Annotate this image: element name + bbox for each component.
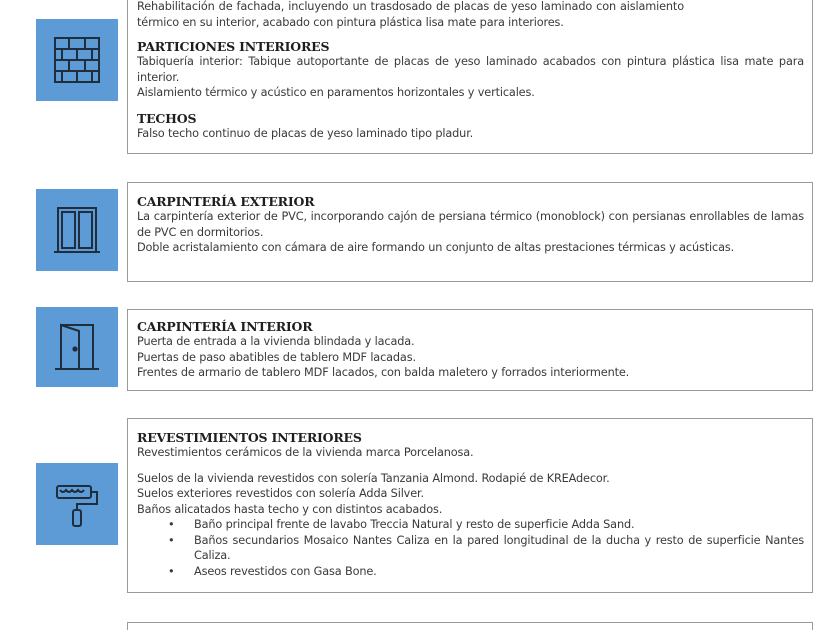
techos-text: Falso techo continuo de placas de yeso laminado tipo pladur. (137, 126, 474, 140)
fachada-text-line-2: térmico en su interior, acabado con pintura plástica lisa mate para interiores. (137, 15, 564, 29)
revestimientos-line-3: Baños alicatados hasta techo y con distintos acabados. (137, 502, 443, 516)
brick-wall-icon-box (36, 19, 118, 101)
carpinteria-interior-line-2: Puertas de paso abatibles de tablero MDF lacadas. (137, 350, 416, 364)
carpinteria-exterior-text-1: La carpintería exterior de PVC, incorporando cajón de persiana térmico (monoblock) con persianas enrollables de lamas de PVC en dormitorios. (137, 210, 804, 239)
revestimientos-bullet-list (168, 517, 804, 579)
door-icon (49, 319, 105, 375)
carpinteria-exterior-card (127, 182, 813, 282)
next-section-card (127, 622, 813, 630)
particiones-text: Tabiquería interior: Tabique autoportante de placas de yeso laminado acabados con pintura plástica lisa mate para interior. (137, 55, 804, 84)
particiones-title: PARTICIONES INTERIORES (137, 39, 330, 54)
carpinteria-interior-title: CARPINTERÍA INTERIOR (137, 319, 313, 334)
paint-roller-icon (49, 476, 105, 532)
revestimientos-line-1: Suelos de la vivienda revestidos con solería Tanzania Almond. Rodapié de KREAdecor. (137, 471, 610, 485)
carpinteria-interior-line-3: Frentes de armario de tablero MDF lacados, con balda maletero y forrados interiormente. (137, 366, 630, 379)
revestimientos-card (127, 418, 813, 593)
particiones-text-2: Aislamiento térmico y acústico en paramentos horizontales y verticales. (137, 86, 535, 99)
revestimientos-intro: Revestimientos cerámicos de la vivienda marca Porcelanosa. (137, 446, 474, 459)
paint-roller-icon-box (36, 463, 118, 545)
fachada-card (127, 0, 813, 154)
carpinteria-interior-card (127, 309, 813, 391)
techos-title: TECHOS (137, 110, 197, 126)
door-icon-box (36, 307, 118, 387)
window-icon (49, 202, 105, 258)
list-item: • Baño principal frente de lavabo Treccia Natural y resto de superficie Adda Sand. (168, 517, 804, 533)
revestimientos-title: REVESTIMIENTOS INTERIORES (137, 430, 362, 445)
list-item: • Aseos revestidos con Gasa Bone. (168, 564, 804, 580)
carpinteria-interior-line-1: Puerta de entrada a la vivienda blindada y lacada. (137, 335, 415, 348)
carpinteria-exterior-title: CARPINTERÍA EXTERIOR (137, 194, 315, 209)
fachada-text-line-1: Rehabilitación de fachada, incluyendo un trasdosado de placas de yeso laminado con aislamiento (137, 0, 684, 13)
list-item: • Baños secundarios Mosaico Nantes Caliza en la pared longitudinal de la ducha y resto de superficie Nantes Caliza. (168, 533, 804, 564)
carpinteria-exterior-text-2: Doble acristalamiento con cámara de aire formando un conjunto de altas prestaciones térmicas y acústicas. (137, 241, 735, 254)
brick-wall-icon (49, 32, 105, 88)
window-icon-box (36, 189, 118, 271)
revestimientos-line-2: Suelos exteriores revestidos con solería Adda Silver. (137, 487, 424, 500)
